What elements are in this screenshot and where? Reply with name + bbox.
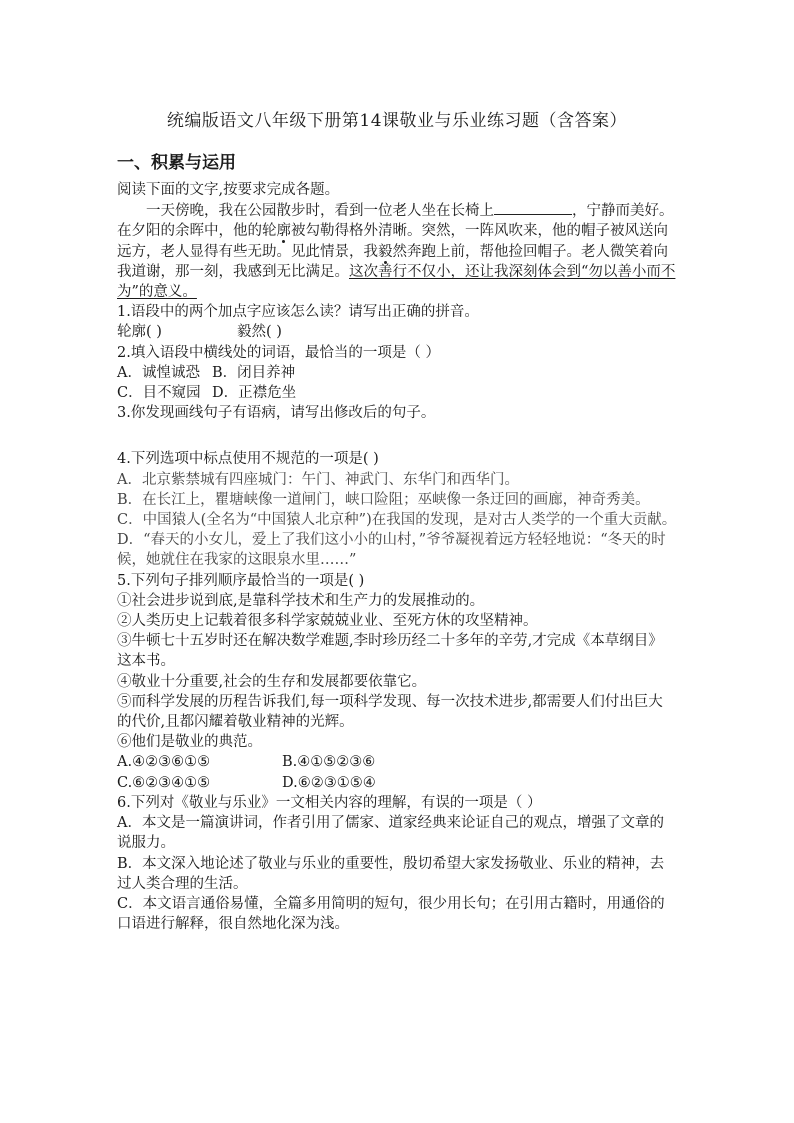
question-5-sentence-1: ①社会进步说到底,是靠科学技术和生产力的发展推动的。	[117, 592, 485, 609]
underlined-sentence: 这次善行不仅小，还让我深刻体会到“勿以善小而不为”的意义。	[117, 263, 676, 301]
dotted-char-yi: 毅	[378, 243, 393, 260]
question-5: 5.下列句子排列顺序最恰当的一项是( )	[117, 572, 365, 589]
dotted-char-kuo: 廓	[276, 223, 291, 240]
question-6: 6.下列对《敬业与乐业》一文相关内容的理解，有误的一项是（ ）	[117, 794, 542, 811]
question-6-option-c: C．本文语言通俗易懂，全篇多用简明的短句，很少用长句；在引用古籍时，用通俗的口语进行解释，很自然地化深为浅。	[117, 895, 665, 933]
question-2-options-row1: A．诚惶诚恐 B．闭目养神	[117, 364, 296, 381]
question-4-option-c: C．中国猿人(全名为“中国猿人北京种”)在我国的发现，是对古人类学的一个重大贡献。	[117, 512, 677, 529]
question-4-option-b: B．在长江上，瞿塘峡像一道闸门，峡口险阻；巫峡像一条迂回的画廊，神奇秀美。	[117, 491, 650, 508]
question-5-sentence-4: ④敬业十分重要,社会的生存和发展都要依靠它。	[117, 673, 427, 690]
question-5-options-row1: A.④②③⑥①⑤ B.④①⑤②③⑥	[117, 754, 376, 771]
question-5-sentence-2: ②人类历史上记载着很多科学家兢兢业业、至死方休的攻坚精神。	[117, 613, 538, 630]
fill-blank	[494, 200, 572, 215]
passage-paragraph: 一天傍晚，我在公园散步时，看到一位老人坐在长椅上 ，宁静而美好。在夕阳的余晖中，他的轮廓被勾勒得格外清晰。突然，一阵风吹来，他的帽子被风送向远方，老人显得有些无助。见此情景，我毅然奔跑上前，帮他捡回帽子。老人微笑着向我道谢，那一刻，我感到无比满足。这次善行不仅小，还让我深刻体会到“勿以善小而不为”的意义。	[117, 200, 677, 302]
section-heading: 一、积累与运用	[117, 153, 236, 173]
question-4-option-a: A．北京紫禁城有四座城门：午门、神武门、东华门和西华门。	[117, 471, 519, 488]
question-3: 3.你发现画线句子有语病，请写出修改后的句子。	[117, 405, 436, 422]
question-2: 2.填入语段中横线处的词语，最恰当的一项是（ ）	[117, 344, 440, 361]
question-6-option-b: B．本文深入地论述了敬业与乐业的重要性，殷切希望大家发扬敬业、乐业的精神，去过人类合理的生活。	[117, 855, 665, 892]
question-5-sentence-6: ⑥他们是敬业的典范。	[117, 734, 262, 751]
document-title: 统编版语文八年级下册第14课敬业与乐业练习题（含答案）	[166, 111, 628, 131]
question-5-options-row2: C.⑥②③④①⑤ D.⑥②③①⑤④	[117, 774, 376, 791]
question-1-answers: 轮廓( ) 毅然( )	[117, 324, 282, 341]
question-4: 4.下列选项中标点使用不规范的一项是( )	[117, 451, 379, 468]
question-1: 1.语段中的两个加点字应该怎么读？请写出正确的拼音。	[117, 304, 479, 321]
question-6-option-a: A．本文是一篇演讲词，作者引用了儒家、道家经典来论证自己的观点，增强了文章的说服力。	[117, 815, 664, 852]
answer-space	[117, 423, 677, 443]
question-2-options-row2: C．目不窥园 D．正襟危坐	[117, 385, 297, 402]
question-4-option-d: D．“春天的小女儿，爱上了我们这小小的山村，”爷爷凝视着远方轻轻地说：“冬天的时候，她就住在我家的这眼泉水里……”	[117, 532, 666, 569]
question-5-sentence-3: ③牛顿七十五岁时还在解决数学难题,李时珍历经二十多年的辛劳,才完成《本草纲目》这本书。	[117, 633, 663, 670]
question-5-sentence-5: ⑤而科学发展的历程告诉我们,每一项科学发现、每一次技术进步,都需要人们付出巨大的代价,且都闪耀着敬业精神的光辉。	[117, 693, 663, 731]
document-body	[117, 180, 677, 934]
intro-text: 阅读下面的文字,按要求完成各题。	[117, 182, 340, 198]
